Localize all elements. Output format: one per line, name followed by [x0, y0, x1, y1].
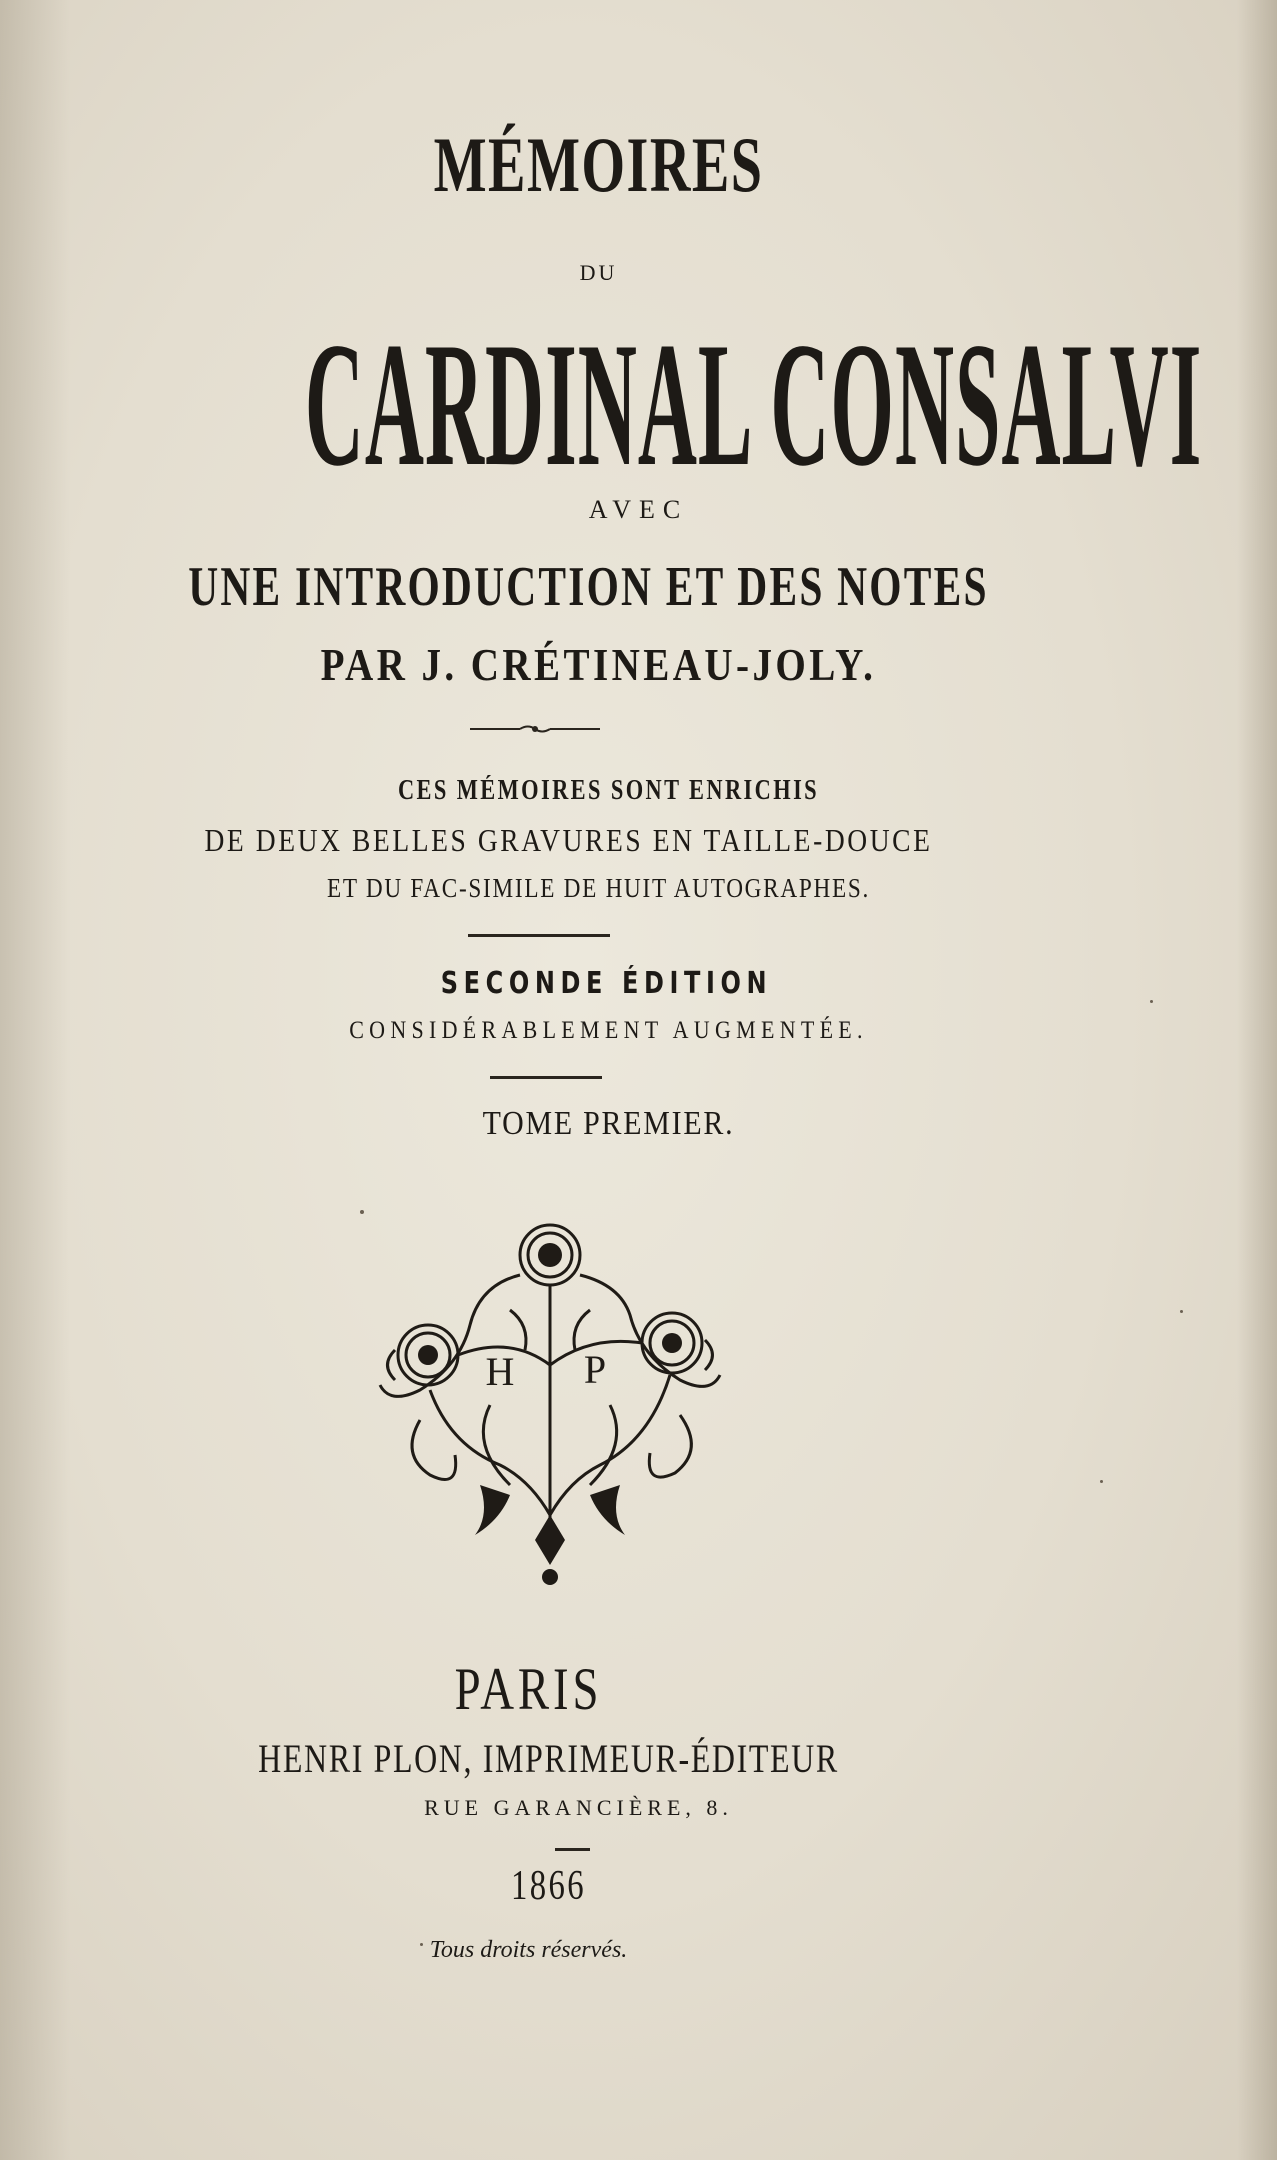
- imprint-city: PARIS: [454, 1656, 603, 1722]
- monogram-h: H: [485, 1349, 515, 1394]
- short-rule: [555, 1848, 590, 1851]
- monogram-p: P: [583, 1347, 607, 1392]
- page-gutter-shadow: [0, 0, 70, 2160]
- author-line: PAR J. CRÉTINEAU-JOLY.: [320, 639, 877, 690]
- imprint-year: 1866: [511, 1863, 586, 1909]
- volume-label: TOME PREMIER.: [482, 1105, 735, 1142]
- edition-note: CONSIDÉRABLEMENT AUGMENTÉE.: [349, 1017, 868, 1044]
- ornamental-rule: [470, 722, 600, 736]
- title-du: DU: [579, 260, 618, 285]
- title-memoires: MÉMOIRES: [433, 121, 764, 208]
- paper-speck: [1180, 1310, 1183, 1313]
- edition-label: SECONDE ÉDITION: [440, 966, 773, 1001]
- subtitle-introduction: UNE INTRODUCTION ET DES NOTES: [188, 556, 989, 618]
- paper-speck: [420, 1943, 423, 1946]
- title-avec: AVEC: [588, 495, 689, 524]
- divider-rule: [490, 1076, 602, 1079]
- rights-notice: Tous droits réservés.: [429, 1937, 628, 1963]
- divider-rule: [468, 934, 610, 937]
- paper-speck: [1150, 1000, 1153, 1003]
- title-cardinal-consalvi: CARDINAL CONSALVI: [304, 305, 1203, 503]
- paper-speck: [1100, 1480, 1103, 1483]
- paper-speck: [360, 1210, 364, 1214]
- description-line-2: DE DEUX BELLES GRAVURES EN TAILLE-DOUCE: [204, 822, 933, 858]
- page-edge: [1237, 0, 1277, 2160]
- description-line-1: CES MÉMOIRES SONT ENRICHIS: [397, 775, 820, 806]
- imprint-address: RUE GARANCIÈRE, 8.: [424, 1795, 733, 1820]
- imprint-printer: HENRI PLON, IMPRIMEUR-ÉDITEUR: [258, 1736, 839, 1781]
- printer-mark-emblem: [360, 1215, 740, 1595]
- description-line-3: ET DU FAC-SIMILE DE HUIT AUTOGRAPHES.: [326, 873, 871, 903]
